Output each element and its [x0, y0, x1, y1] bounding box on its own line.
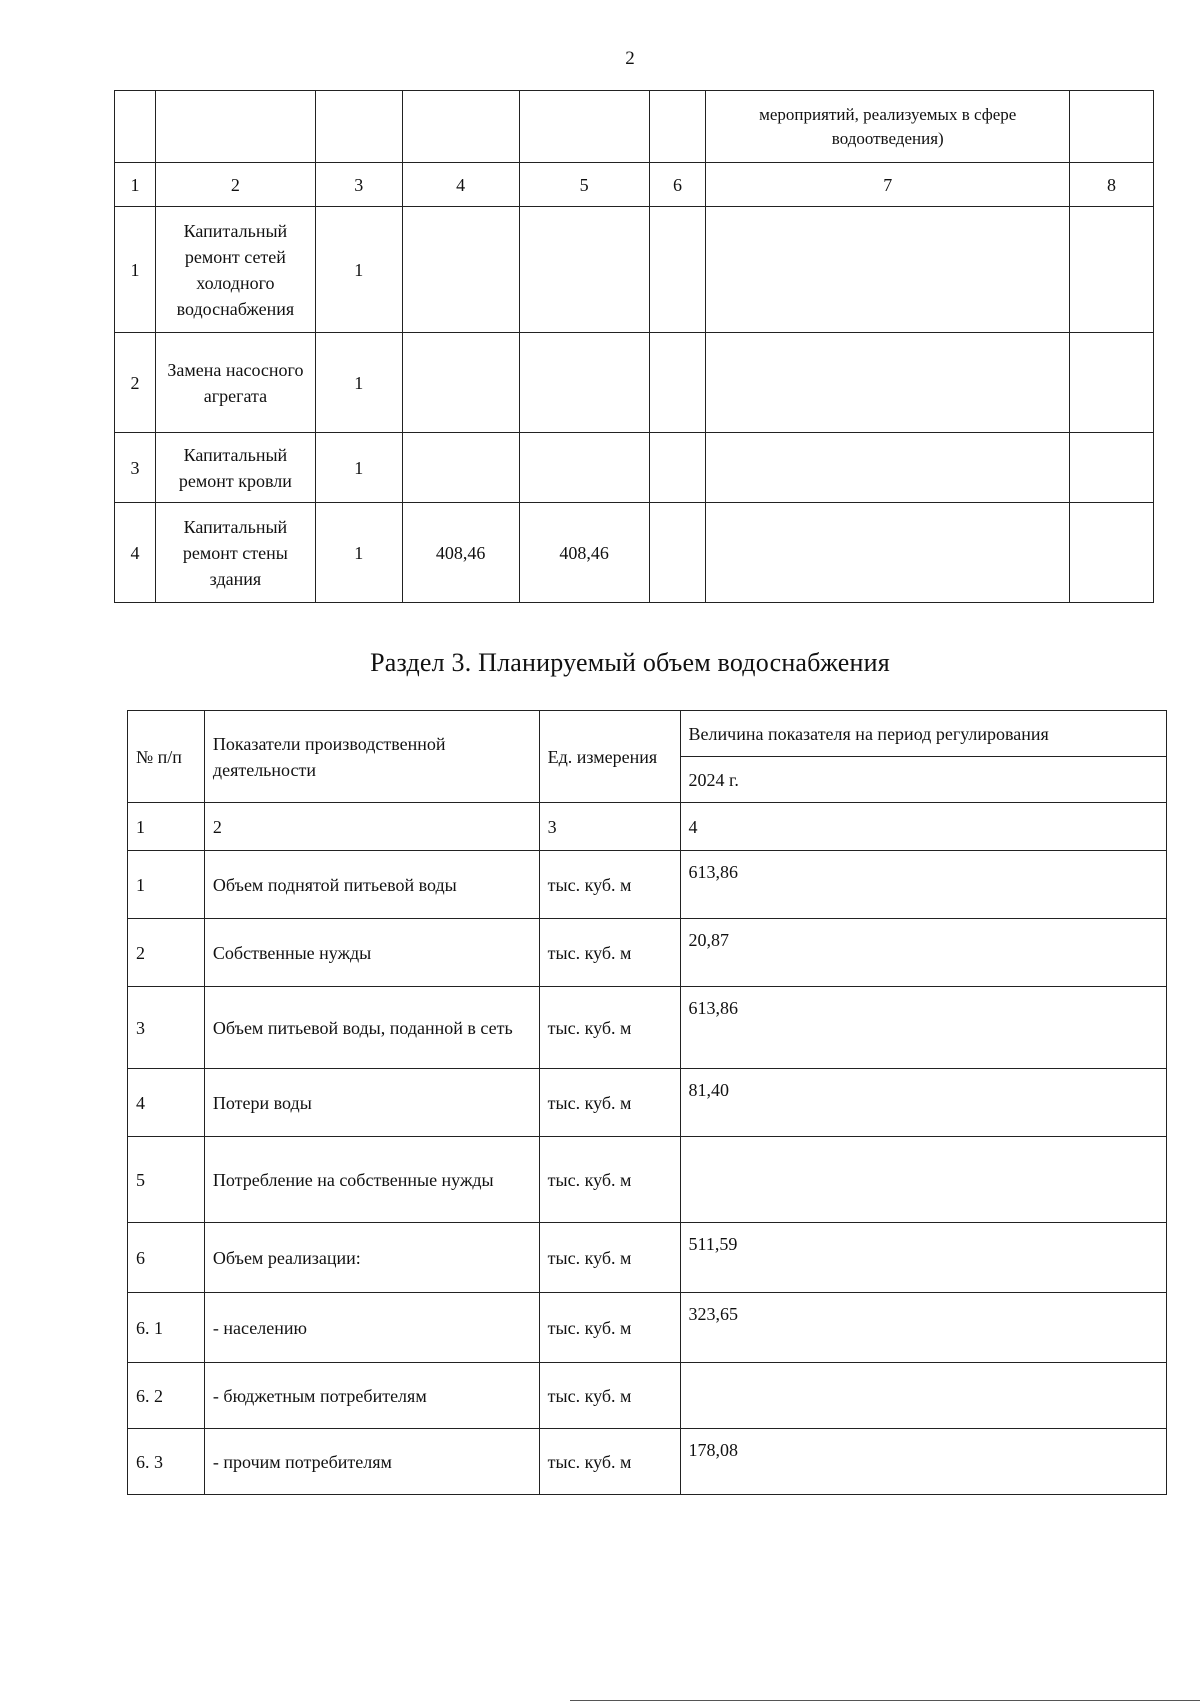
- header-cell-continued: мероприятий, реализуемых в сфере водоотведения): [706, 91, 1070, 163]
- indicator-value: 613,86: [680, 987, 1166, 1069]
- column-number: 8: [1070, 163, 1154, 207]
- row-number: 6: [128, 1223, 205, 1293]
- column-number: 3: [539, 803, 680, 851]
- indicator-value: 178,08: [680, 1429, 1166, 1495]
- unit: тыс. куб. м: [539, 919, 680, 987]
- header-indicator: Показатели производственной деятельности: [204, 711, 539, 803]
- table-row: [128, 1137, 1167, 1223]
- table-cell: [315, 91, 402, 163]
- header-num: № п/п: [128, 711, 205, 803]
- table-row: [128, 1223, 1167, 1293]
- indicator-name: Потери воды: [204, 1069, 539, 1137]
- table-cell: [1070, 91, 1154, 163]
- header-unit: Ед. измерения: [539, 711, 680, 803]
- indicator-name: - населению: [204, 1293, 539, 1363]
- cell-col3: 1: [315, 433, 402, 503]
- indicator-value: 81,40: [680, 1069, 1166, 1137]
- unit: тыс. куб. м: [539, 987, 680, 1069]
- cell-col4: [402, 207, 519, 333]
- cell-col6: [649, 503, 706, 603]
- indicator-name: Объем питьевой воды, поданной в сеть: [204, 987, 539, 1069]
- indicator-value: [680, 1363, 1166, 1429]
- column-number: 1: [128, 803, 205, 851]
- table-header-row: [115, 91, 1154, 163]
- measure-name: Замена насосного агрегата: [155, 333, 315, 433]
- table-cell: [519, 91, 649, 163]
- indicator-value: 20,87: [680, 919, 1166, 987]
- indicator-name: - бюджетным потребителям: [204, 1363, 539, 1429]
- cell-col6: [649, 207, 706, 333]
- column-number-row: [128, 803, 1167, 851]
- row-number: 4: [128, 1069, 205, 1137]
- indicator-name: Потребление на собственные нужды: [204, 1137, 539, 1223]
- table-cell: [649, 91, 706, 163]
- table-cell: [402, 91, 519, 163]
- section-title: Раздел 3. Планируемый объем водоснабжения: [370, 648, 890, 677]
- row-number: 3: [115, 433, 156, 503]
- column-number: 1: [115, 163, 156, 207]
- unit: тыс. куб. м: [539, 1429, 680, 1495]
- table-row: [115, 433, 1154, 503]
- column-number-row: [115, 163, 1154, 207]
- cell-col5: [519, 333, 649, 433]
- cell-col8: [1070, 503, 1154, 603]
- header-year: 2024 г.: [680, 757, 1166, 803]
- measure-name: Капитальный ремонт стены здания: [155, 503, 315, 603]
- table-row: [128, 851, 1167, 919]
- row-number: 6. 3: [128, 1429, 205, 1495]
- row-number: 6. 1: [128, 1293, 205, 1363]
- unit: тыс. куб. м: [539, 1069, 680, 1137]
- cell-col8: [1070, 207, 1154, 333]
- cell-col5: [519, 207, 649, 333]
- table-row: [128, 1429, 1167, 1495]
- table-row: [115, 503, 1154, 603]
- bottom-divider-line: [570, 1700, 1200, 1701]
- unit: тыс. куб. м: [539, 1363, 680, 1429]
- cell-col4: [402, 433, 519, 503]
- row-number: 4: [115, 503, 156, 603]
- column-number: 6: [649, 163, 706, 207]
- measure-name: Капитальный ремонт сетей холодного водоснабжения: [155, 207, 315, 333]
- cell-col6: [649, 333, 706, 433]
- column-number: 2: [204, 803, 539, 851]
- column-number: 7: [706, 163, 1070, 207]
- unit: тыс. куб. м: [539, 851, 680, 919]
- water-supply-table: [127, 710, 1167, 1495]
- page-number: 2: [625, 48, 635, 69]
- measures-table: [114, 90, 1154, 603]
- column-number: 5: [519, 163, 649, 207]
- table-row: [128, 1363, 1167, 1429]
- cell-col7: [706, 333, 1070, 433]
- cell-col3: 1: [315, 207, 402, 333]
- indicator-value: [680, 1137, 1166, 1223]
- table-row: [128, 1293, 1167, 1363]
- cell-col8: [1070, 333, 1154, 433]
- cell-col8: [1070, 433, 1154, 503]
- indicator-name: Объем поднятой питьевой воды: [204, 851, 539, 919]
- cell-col5: 408,46: [519, 503, 649, 603]
- table-cell: [115, 91, 156, 163]
- row-number: 1: [115, 207, 156, 333]
- table-row: [128, 1069, 1167, 1137]
- row-number: 2: [128, 919, 205, 987]
- indicator-value: 511,59: [680, 1223, 1166, 1293]
- row-number: 6. 2: [128, 1363, 205, 1429]
- row-number: 1: [128, 851, 205, 919]
- cell-col7: [706, 433, 1070, 503]
- cell-col4: 408,46: [402, 503, 519, 603]
- table-row: [128, 919, 1167, 987]
- cell-col5: [519, 433, 649, 503]
- indicator-value: 613,86: [680, 851, 1166, 919]
- measure-name: Капитальный ремонт кровли: [155, 433, 315, 503]
- cell-col3: 1: [315, 333, 402, 433]
- indicator-name: Собственные нужды: [204, 919, 539, 987]
- row-number: 3: [128, 987, 205, 1069]
- unit: тыс. куб. м: [539, 1293, 680, 1363]
- table-row: [115, 207, 1154, 333]
- cell-col3: 1: [315, 503, 402, 603]
- cell-col4: [402, 333, 519, 433]
- unit: тыс. куб. м: [539, 1223, 680, 1293]
- column-number: 3: [315, 163, 402, 207]
- table-cell: [155, 91, 315, 163]
- table-row: [115, 333, 1154, 433]
- row-number: 2: [115, 333, 156, 433]
- indicator-name: - прочим потребителям: [204, 1429, 539, 1495]
- column-number: 4: [680, 803, 1166, 851]
- cell-col7: [706, 503, 1070, 603]
- cell-col7: [706, 207, 1070, 333]
- indicator-name: Объем реализации:: [204, 1223, 539, 1293]
- column-number: 4: [402, 163, 519, 207]
- indicator-value: 323,65: [680, 1293, 1166, 1363]
- header-value: Величина показателя на период регулирования: [680, 711, 1166, 757]
- cell-col6: [649, 433, 706, 503]
- table-row: [128, 987, 1167, 1069]
- column-number: 2: [155, 163, 315, 207]
- table-header-row: [128, 711, 1167, 757]
- row-number: 5: [128, 1137, 205, 1223]
- unit: тыс. куб. м: [539, 1137, 680, 1223]
